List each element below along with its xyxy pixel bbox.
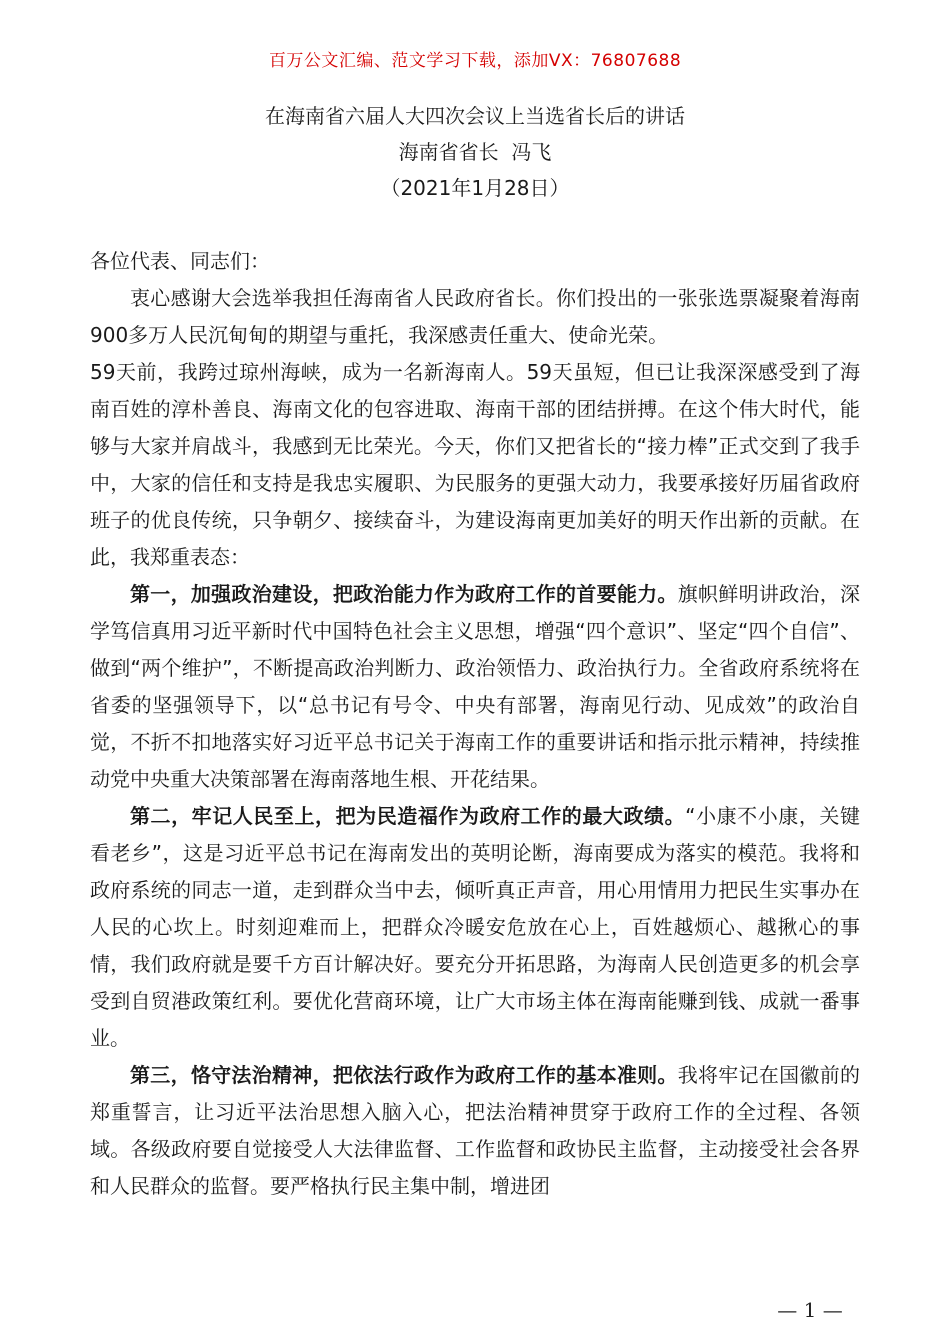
paragraph-1: 衷心感谢大会选举我担任海南省人民政府省长。你们投出的一张张选票凝聚着海南900多万人民沉甸甸的期望与重托，我深感责任重大、使命光荣。 (90, 286, 860, 347)
paragraph-2: 59天前，我跨过琼州海峡，成为一名新海南人。59天虽短，但已让我深深感受到了海南百姓的淳朴善良、海南文化的包容进取、海南干部的团结拼搏。在这个伟大时代，能够与大家并肩战斗，我感到无比荣光。今天，你们又把省长的“接力棒”正式交到了我手中，大家的信任和支持是我忠实履职、为民服务的更强大动力，我要承接好历届省政府班子的优良传统，只争朝夕、接续奋斗，为建设海南更加美好的明天作出新的贡献。在此，我郑重表态： (90, 360, 860, 569)
point-2-heading: 第二，牢记人民至上，把为民造福作为政府工作的最大政绩。 (130, 804, 686, 828)
paragraph-3 (90, 576, 860, 798)
point-1-text: 旗帜鲜明讲政治，深学笃信真用习近平新时代中国特色社会主义思想，增强“四个意识”、坚定“四个自信”、做到“两个维护”，不断提高政治判断力、政治领悟力、政治执行力。全省政府系统将在省委的坚强领导下，以“总书记有号令、中央有部署，海南见行动、见成效”的政治自觉，不折不扣地落实好习近平总书记关于海南工作的重要讲话和指示批示精神，持续推动党中央重大决策部署在海南落地生根、开花结果。 (90, 582, 861, 791)
point-1-heading: 第一，加强政治建设，把政治能力作为政府工作的首要能力。 (130, 582, 678, 606)
speech-body (90, 243, 860, 1205)
page-number: — 1 — (777, 1298, 843, 1322)
speaker-line: 海南省省长 冯飞 (398, 140, 552, 164)
speech-title: 在海南省六届人大四次会议上当选省长后的讲话 (265, 104, 685, 128)
paragraph-4 (90, 798, 860, 1057)
point-2-text: “小康不小康，关键看老乡”，这是习近平总书记在海南发出的英明论断，海南要成为落实的模范。我将和政府系统的同志一道，走到群众当中去，倾听真正声音，用心用情用力把民生实事办在人民的心坎上。时刻迎难而上，把群众冷暖安危放在心上，百姓越烦心、越揪心的事情，我们政府就是要千方百计解决好。要充分开拓思路，为海南人民创造更多的机会享受到自贸港政策红利。要优化营商环境，让广大市场主体在海南能赚到钱、成就一番事业。 (90, 804, 860, 1050)
title-block (0, 98, 950, 206)
paragraph-5 (90, 1057, 860, 1205)
salutation: 各位代表、同志们： (90, 249, 270, 273)
watermark-banner: 百万公文汇编、范文学习下载，添加VX：76807688 (268, 51, 682, 71)
point-3-text: 我将牢记在国徽前的郑重誓言，让习近平法治思想入脑入心，把法治精神贯穿于政府工作的全过程、各领域。各级政府要自觉接受人大法律监督、工作监督和政协民主监督，主动接受社会各界和人民群众的监督。要严格执行民主集中制，增进团 (90, 1063, 861, 1198)
speech-date: （2021年1月28日） (380, 176, 570, 200)
point-3-heading: 第三，恪守法治精神，把依法行政作为政府工作的基本准则。 (130, 1063, 678, 1087)
